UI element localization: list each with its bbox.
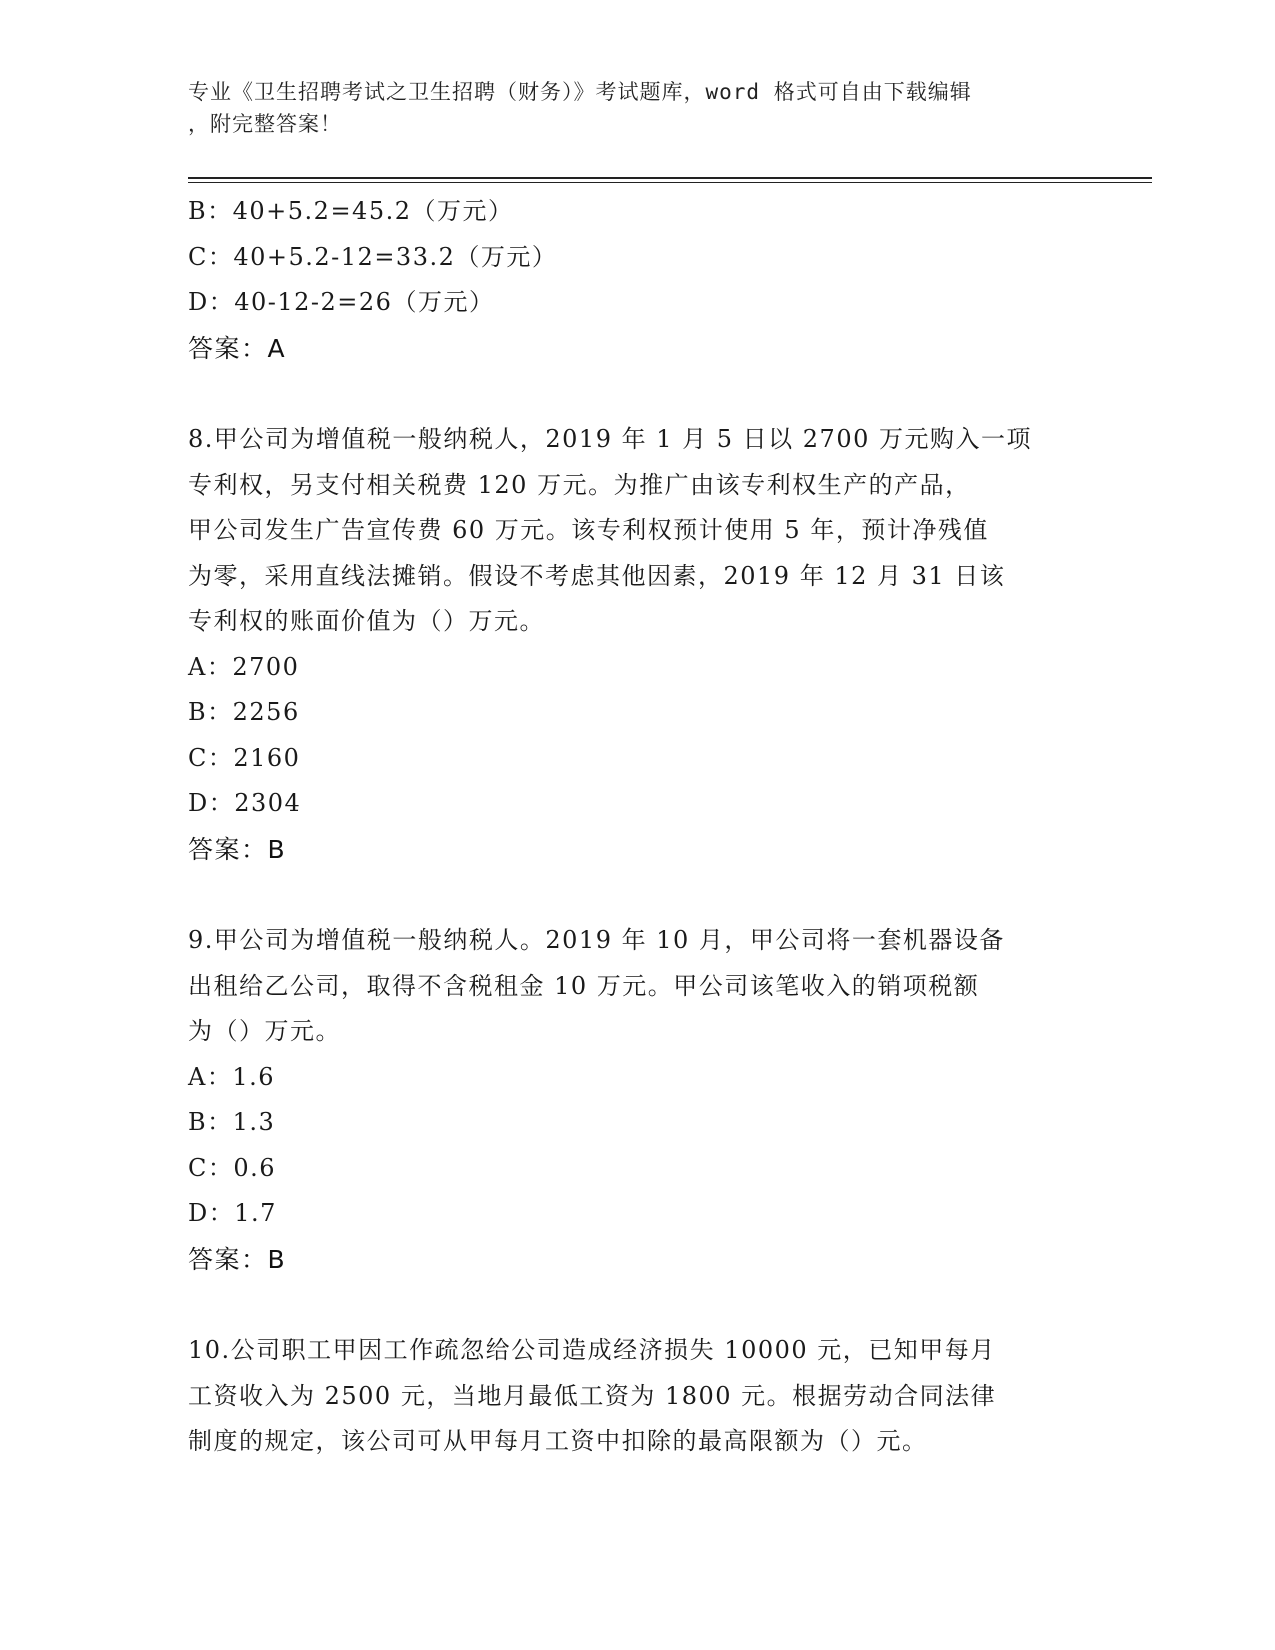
option-b: B：1.3 — [188, 1108, 276, 1136]
question-stem-line: 制度的规定，该公司可从甲每月工资中扣除的最高限额为（）元。 — [188, 1427, 928, 1455]
option-b: B：2256 — [188, 698, 300, 726]
question-7-continued — [188, 189, 1088, 371]
question-stem-line: 9.甲公司为增值税一般纳税人。2019 年 10 月，甲公司将一套机器设备 — [188, 926, 1005, 954]
question-9 — [188, 918, 1088, 1282]
document-header — [188, 76, 1088, 140]
header-divider-thin — [188, 182, 1152, 183]
question-stem-line: 专利权，另支付相关税费 120 万元。为推广由该专利权生产的产品， — [188, 470, 971, 499]
question-stem-line: 8.甲公司为增值税一般纳税人，2019 年 1 月 5 日以 2700 万元购入一项 — [188, 425, 1032, 453]
question-stem-line: 出租给乙公司，取得不含税租金 10 万元。甲公司该笔收入的销项税额 — [188, 971, 980, 1000]
option-c: C：40+5.2-12=33.2（万元） — [188, 242, 558, 271]
header-divider-thick — [188, 177, 1152, 179]
question-stem-line: 专利权的账面价值为（）万元。 — [188, 607, 545, 635]
option-d: D：1.7 — [188, 1199, 277, 1227]
question-stem-line: 工资收入为 2500 元，当地月最低工资为 1800 元。根据劳动合同法律 — [188, 1381, 997, 1410]
option-a: A：2700 — [188, 652, 300, 681]
option-c: C：2160 — [188, 743, 301, 772]
header-line-2: ，附完整答案！ — [188, 112, 342, 136]
option-d: D：2304 — [188, 789, 302, 817]
answer-line: 答案：B — [188, 834, 287, 864]
answer-line: 答案：B — [188, 1244, 287, 1274]
header-line-1: 专业《卫生招聘考试之卫生招聘（财务）》考试题库，word 格式可自由下载编辑 — [188, 80, 972, 104]
question-stem-line: 为（）万元。 — [188, 1017, 341, 1045]
question-stem-line: 为零，采用直线法摊销。假设不考虑其他因素，2019 年 12 月 31 日该 — [188, 561, 1006, 590]
question-8 — [188, 417, 1088, 872]
question-stem-line: 10.公司职工甲因工作疏忽给公司造成经济损失 10000 元，已知甲每月 — [188, 1336, 996, 1364]
answer-line: 答案：A — [188, 333, 287, 363]
question-stem-line: 甲公司发生广告宣传费 60 万元。该专利权预计使用 5 年，预计净残值 — [188, 516, 989, 544]
option-d: D：40-12-2=26（万元） — [188, 288, 495, 316]
document-body — [188, 189, 1088, 1465]
option-b: B：40+5.2=45.2（万元） — [188, 197, 514, 225]
question-10 — [188, 1328, 1088, 1465]
option-a: A：1.6 — [188, 1062, 275, 1091]
option-c: C：0.6 — [188, 1153, 277, 1182]
